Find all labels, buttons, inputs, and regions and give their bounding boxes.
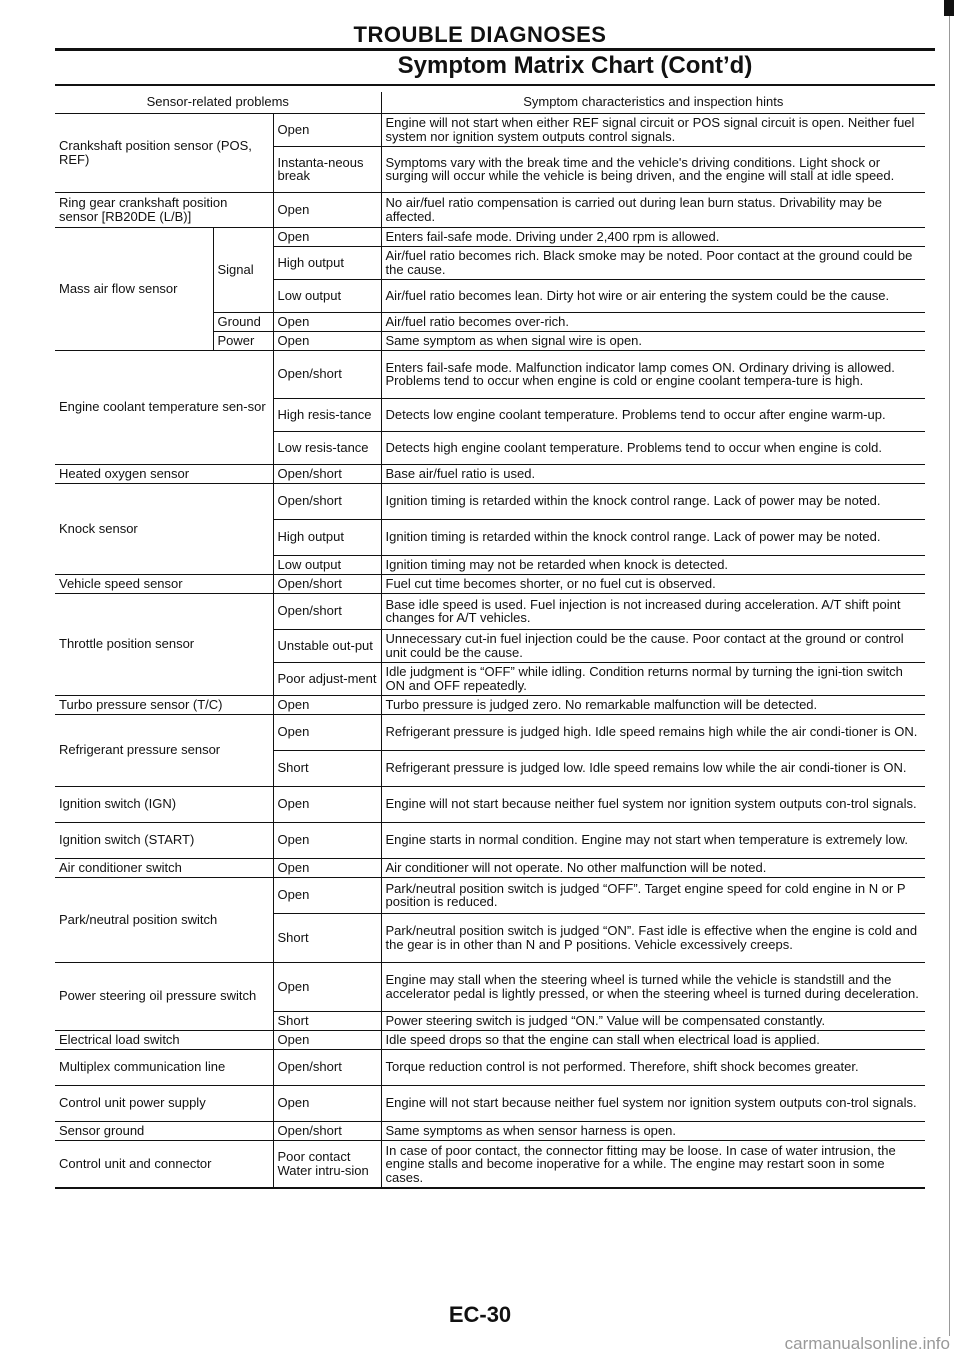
table-row [55, 1049, 925, 1085]
table-row [55, 227, 925, 246]
sensor-cell: Ignition switch (START) [55, 822, 273, 858]
col-header-symptom: Symptom characteristics and inspection hints [381, 92, 925, 113]
table-row [55, 822, 925, 858]
mode-cell: Poor contact Water intru-sion [273, 1140, 381, 1188]
symptom-cell: Base idle speed is used. Fuel injection is not increased during acceleration. A/T shift point changes for A/T vehicles. [381, 593, 925, 629]
sensor-cell: Power steering oil pressure switch [55, 962, 273, 1030]
symptom-cell: Base air/fuel ratio is used. [381, 464, 925, 483]
symptom-cell: Engine will not start when either REF signal circuit or POS signal circuit is open. Neither fuel system nor ignition system outputs control signals. [381, 113, 925, 146]
mode-cell: Open [273, 714, 381, 750]
mode-cell: High resis-tance [273, 398, 381, 431]
symptom-cell: Same symptoms as when sensor harness is open. [381, 1121, 925, 1140]
symptom-cell: Symptoms vary with the break time and the vehicle's driving conditions. Light shock or surging will occur while the vehicle is being driven, and the engine will stall at idle speed. [381, 146, 925, 192]
table-header-row [55, 92, 925, 113]
table-row [55, 192, 925, 227]
mode-cell: Low output [273, 555, 381, 574]
symptom-cell: Refrigerant pressure is judged high. Idle speed remains high while the air condi-tioner is ON. [381, 714, 925, 750]
table-row [55, 695, 925, 714]
symptom-cell: Ignition timing may not be retarded when knock is detected. [381, 555, 925, 574]
symptom-cell: Air/fuel ratio becomes lean. Dirty hot wire or air entering the system could be the cause. [381, 279, 925, 312]
sensor-cell: Heated oxygen sensor [55, 464, 273, 483]
symptom-cell: In case of poor contact, the connector fitting may be loose. In case of water intrusion, the engine stalls and become inoperative for a while. The engine may restart soon in some cases. [381, 1140, 925, 1188]
mode-cell: Open [273, 695, 381, 714]
mode-cell: Low output [273, 279, 381, 312]
mode-cell: High output [273, 246, 381, 279]
page-number: EC-30 [448, 1302, 512, 1327]
mode-cell: Open [273, 962, 381, 1011]
table-row [55, 877, 925, 913]
sensor-cell: Electrical load switch [55, 1030, 273, 1049]
symptom-cell: Air/fuel ratio becomes rich. Black smoke may be noted. Poor contact at the ground could be the cause. [381, 246, 925, 279]
symptom-cell: Park/neutral position switch is judged “ON”. Fast idle is effective when the engine is cold and the gear is in other than N and P positions. Vehicle excessively creeps. [381, 913, 925, 962]
symptom-cell: Detects low engine coolant temperature. Problems tend to occur after engine warm-up. [381, 398, 925, 431]
table-row [55, 350, 925, 398]
sensor-cell: Engine coolant temperature sen-sor [55, 350, 273, 464]
sub-cell: Ground [213, 312, 273, 331]
mode-cell: Open/short [273, 593, 381, 629]
symptom-cell: Idle judgment is “OFF” while idling. Condition returns normal by turning the igni-tion switch ON and OFF repeatedly. [381, 662, 925, 695]
table-row [55, 1030, 925, 1049]
mode-cell: Open [273, 1030, 381, 1049]
symptom-cell: Air/fuel ratio becomes over-rich. [381, 312, 925, 331]
sensor-cell: Vehicle speed sensor [55, 574, 273, 593]
table-row [55, 1140, 925, 1188]
sensor-cell: Knock sensor [55, 483, 273, 574]
mode-cell: Open/short [273, 483, 381, 519]
mode-cell: Short [273, 750, 381, 786]
symptom-cell: Engine starts in normal condition. Engine may not start when temperature is extremely low. [381, 822, 925, 858]
sensor-cell: Throttle position sensor [55, 593, 273, 695]
mode-cell: Open [273, 1085, 381, 1121]
sensor-cell: Ring gear crankshaft position sensor [RB20DE (L/B)] [55, 192, 273, 227]
symptom-cell: Park/neutral position switch is judged “OFF”. Target engine speed for cold engine in N or P position is reduced. [381, 877, 925, 913]
sensor-cell: Mass air flow sensor [55, 227, 213, 350]
mode-cell: Poor adjust-ment [273, 662, 381, 695]
mode-cell: Open/short [273, 1121, 381, 1140]
table-row [55, 714, 925, 750]
sensor-cell: Crankshaft position sensor (POS, REF) [55, 113, 273, 192]
symptom-cell: Enters fail-safe mode. Malfunction indicator lamp comes ON. Ordinary driving is allowed. Problems tend to occur when engine is cold or engine coolant tempera-ture is high. [381, 350, 925, 398]
symptom-cell: Power steering switch is judged “ON.” Value will be compensated constantly. [381, 1011, 925, 1030]
mode-cell: Short [273, 913, 381, 962]
table-row [55, 483, 925, 519]
symptom-cell: Ignition timing is retarded within the knock control range. Lack of power may be noted. [381, 483, 925, 519]
mode-cell: Open/short [273, 350, 381, 398]
mode-cell: Open [273, 786, 381, 822]
symptom-cell: Refrigerant pressure is judged low. Idle speed remains low while the air condi-tioner is ON. [381, 750, 925, 786]
mode-cell: Low resis-tance [273, 431, 381, 464]
symptom-cell: Engine will not start because neither fuel system nor ignition system outputs con-trol signals. [381, 1085, 925, 1121]
mode-cell: Short [273, 1011, 381, 1030]
mode-cell: Open/short [273, 574, 381, 593]
mode-cell: High output [273, 519, 381, 555]
sensor-cell: Ignition switch (IGN) [55, 786, 273, 822]
mode-cell: Open [273, 822, 381, 858]
table-row [55, 858, 925, 877]
sensor-cell: Multiplex communication line [55, 1049, 273, 1085]
sensor-cell: Sensor ground [55, 1121, 273, 1140]
sensor-cell: Air conditioner switch [55, 858, 273, 877]
mode-cell: Open/short [273, 464, 381, 483]
symptom-cell: Engine will not start because neither fuel system nor ignition system outputs con-trol signals. [381, 786, 925, 822]
table-row [55, 464, 925, 483]
symptom-cell: Turbo pressure is judged zero. No remarkable malfunction will be detected. [381, 695, 925, 714]
symptom-cell: Unnecessary cut-in fuel injection could be the cause. Poor contact at the ground or control unit could be the cause. [381, 629, 925, 662]
sub-cell: Signal [213, 227, 273, 312]
symptom-cell: Enters fail-safe mode. Driving under 2,400 rpm is allowed. [381, 227, 925, 246]
sub-cell: Power [213, 331, 273, 350]
page-subtitle: Symptom Matrix Chart (Cont’d) [397, 52, 753, 79]
symptom-cell: Detects high engine coolant temperature. Problems tend to occur when engine is cold. [381, 431, 925, 464]
table-row [55, 1085, 925, 1121]
page-edge-line [949, 16, 950, 1336]
page-corner-mark [944, 0, 954, 16]
mode-cell: Open [273, 192, 381, 227]
mode-cell: Open [273, 331, 381, 350]
title-rule [55, 48, 935, 51]
table-row [55, 786, 925, 822]
mode-cell: Unstable out-put [273, 629, 381, 662]
symptom-matrix-table [55, 92, 925, 1189]
mode-cell: Open [273, 877, 381, 913]
mode-cell: Open [273, 312, 381, 331]
symptom-cell: Same symptom as when signal wire is open. [381, 331, 925, 350]
col-header-sensor: Sensor-related problems [55, 92, 381, 113]
sensor-cell: Turbo pressure sensor (T/C) [55, 695, 273, 714]
symptom-cell: Fuel cut time becomes shorter, or no fuel cut is observed. [381, 574, 925, 593]
subtitle-rule [55, 84, 935, 86]
symptom-cell: Engine may stall when the steering wheel is turned while the vehicle is standstill and the accelerator pedal is lightly pressed, or when the steering wheel is turned during deceleration. [381, 962, 925, 1011]
mode-cell: Open [273, 227, 381, 246]
symptom-cell: Idle speed drops so that the engine can stall when electrical load is applied. [381, 1030, 925, 1049]
table-row [55, 574, 925, 593]
table-row [55, 593, 925, 629]
sensor-cell: Refrigerant pressure sensor [55, 714, 273, 786]
mode-cell: Open [273, 113, 381, 146]
page-title: TROUBLE DIAGNOSES [353, 22, 607, 47]
table-row [55, 113, 925, 146]
mode-cell: Open/short [273, 1049, 381, 1085]
mode-cell: Instanta-neous break [273, 146, 381, 192]
table-row [55, 1121, 925, 1140]
watermark: carmanualsonline.info [784, 1334, 950, 1353]
sensor-cell: Control unit and connector [55, 1140, 273, 1188]
table-row [55, 962, 925, 1011]
symptom-cell: No air/fuel ratio compensation is carried out during lean burn status. Drivability may be affected. [381, 192, 925, 227]
symptom-cell: Torque reduction control is not performed. Therefore, shift shock becomes greater. [381, 1049, 925, 1085]
sensor-cell: Park/neutral position switch [55, 877, 273, 962]
mode-cell: Open [273, 858, 381, 877]
symptom-cell: Air conditioner will not operate. No other malfunction will be noted. [381, 858, 925, 877]
symptom-cell: Ignition timing is retarded within the knock control range. Lack of power may be noted. [381, 519, 925, 555]
sensor-cell: Control unit power supply [55, 1085, 273, 1121]
